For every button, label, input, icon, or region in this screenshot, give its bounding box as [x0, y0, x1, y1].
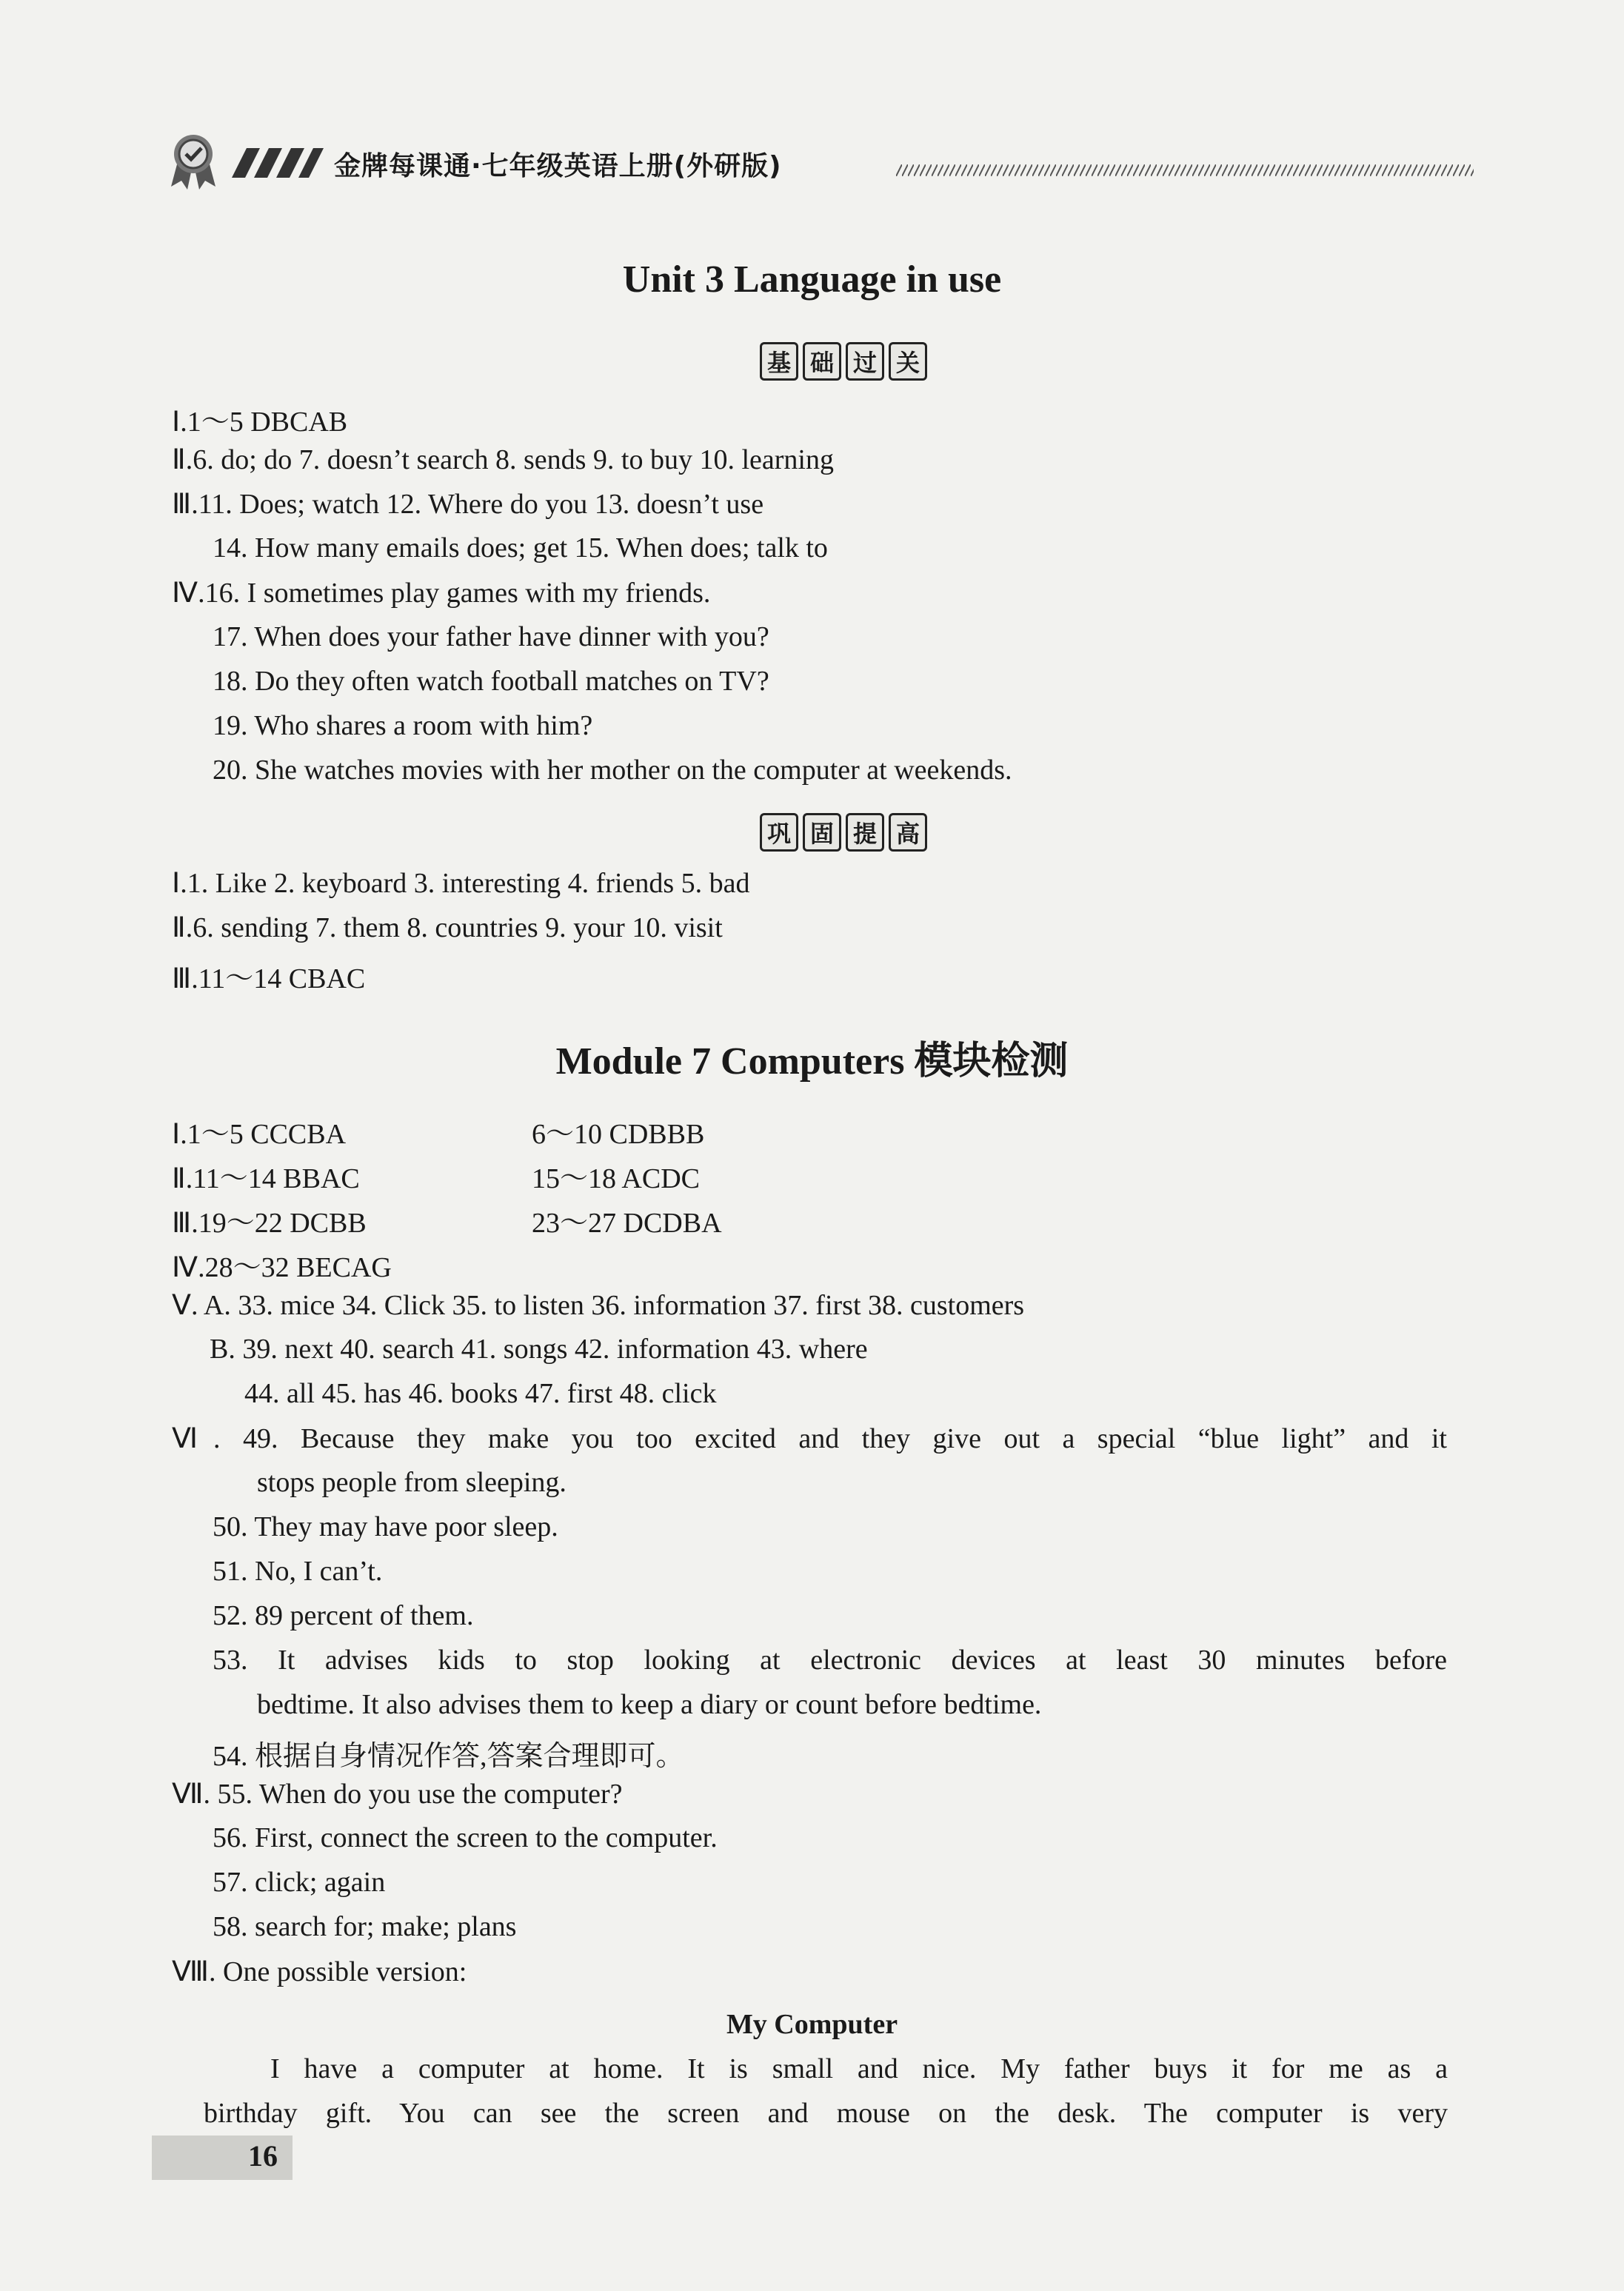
answer-line: 57. click; again [213, 1867, 386, 1898]
label-char: 基 [760, 342, 798, 381]
book-title: 金牌每课通·七年级英语上册(外研版) [334, 151, 782, 181]
label-char: 固 [803, 813, 841, 852]
answer-line: Ⅰ.1～5 CCCBA [172, 1119, 347, 1150]
answer-line: 53. It advises kids to stop looking at electronic devices at least 30 minutes before [213, 1645, 1447, 1676]
label-char: 提 [846, 813, 884, 852]
answer-line: 56. First, connect the screen to the computer. [213, 1822, 718, 1853]
answer-line: Ⅱ.11～14 BBAC [172, 1163, 360, 1194]
answer-line: 50. They may have poor sleep. [213, 1511, 558, 1542]
medal-badge-icon [167, 132, 220, 191]
answer-line: Ⅴ. A. 33. mice 34. Click 35. to listen 36. information 37. first 38. customers [172, 1290, 1025, 1321]
answer-line: Ⅶ. 55. When do you use the computer? [172, 1779, 623, 1810]
answer-line: 54. 根据自身情况作答,答案合理即可。 [213, 1741, 684, 1772]
answer-line: stops people from sleeping. [257, 1467, 567, 1498]
essay-line: birthday gift. You can see the screen and mouse on the desk. The computer is very [204, 2098, 1448, 2129]
answer-line: Ⅳ.28～32 BECAG [172, 1252, 392, 1283]
answer-line: 17. When does your father have dinner with you? [213, 621, 769, 652]
answer-line: 6～10 CDBBB [532, 1119, 705, 1150]
answer-line: B. 39. next 40. search 41. songs 42. information 43. where [210, 1334, 868, 1365]
module7-title: Module 7 Computers 模块检测 [555, 1040, 1069, 1083]
answer-line: Ⅰ.1～5 DBCAB [172, 407, 348, 438]
answer-line: Ⅰ.1. Like 2. keyboard 3. interesting 4. friends 5. bad [172, 868, 750, 899]
basic-label [760, 342, 927, 381]
answer-line: Ⅱ.6. sending 7. them 8. countries 9. your 10. visit [172, 912, 723, 943]
answer-line: bedtime. It also advises them to keep a diary or count before bedtime. [257, 1689, 1042, 1720]
label-char: 关 [889, 342, 927, 381]
answer-line: 18. Do they often watch football matches on TV? [213, 666, 769, 697]
answer-line: Ⅲ.11. Does; watch 12. Where do you 13. doesn’t use [172, 489, 764, 520]
page-number-box [152, 2136, 293, 2180]
answer-line: Ⅲ.11～14 CBAC [172, 963, 366, 994]
label-char: 过 [846, 342, 884, 381]
answer-line: 52. 89 percent of them. [213, 1600, 474, 1631]
page-number: 16 [248, 2139, 278, 2173]
answer-line: 19. Who shares a room with him? [213, 710, 593, 741]
label-char: 础 [803, 342, 841, 381]
label-char: 高 [889, 813, 927, 852]
answer-line: Ⅱ.6. do; do 7. doesn’t search 8. sends 9. to buy 10. learning [172, 444, 834, 475]
answer-line: 15～18 ACDC [532, 1163, 700, 1194]
essay-title: My Computer [726, 2009, 898, 2040]
advance-label [760, 813, 927, 852]
page-header [167, 132, 1470, 198]
answer-line: 51. No, I can’t. [213, 1556, 383, 1587]
answer-line: 58. search for; make; plans [213, 1911, 517, 1942]
answer-line: Ⅷ. One possible version: [172, 1956, 467, 1987]
answer-line: 44. all 45. has 46. books 47. first 48. click [244, 1378, 717, 1409]
unit3-title: Unit 3 Language in use [622, 258, 1002, 301]
answer-line: 20. She watches movies with her mother on the computer at weekends. [213, 755, 1012, 786]
header-rule [896, 164, 1474, 176]
answer-line: 23～27 DCDBA [532, 1208, 722, 1239]
answer-line: Ⅲ.19～22 DCBB [172, 1208, 367, 1239]
header-stripes-icon [224, 148, 328, 178]
essay-line: I have a computer at home. It is small and nice. My father buys it for me as a [270, 2053, 1448, 2084]
answer-line: Ⅳ.16. I sometimes play games with my friends. [172, 578, 711, 609]
label-char: 巩 [760, 813, 798, 852]
answer-line: Ⅵ. 49. Because they make you too excited and they give out a special “blue light” and it [172, 1423, 1447, 1454]
answer-line: 14. How many emails does; get 15. When does; talk to [213, 532, 828, 563]
